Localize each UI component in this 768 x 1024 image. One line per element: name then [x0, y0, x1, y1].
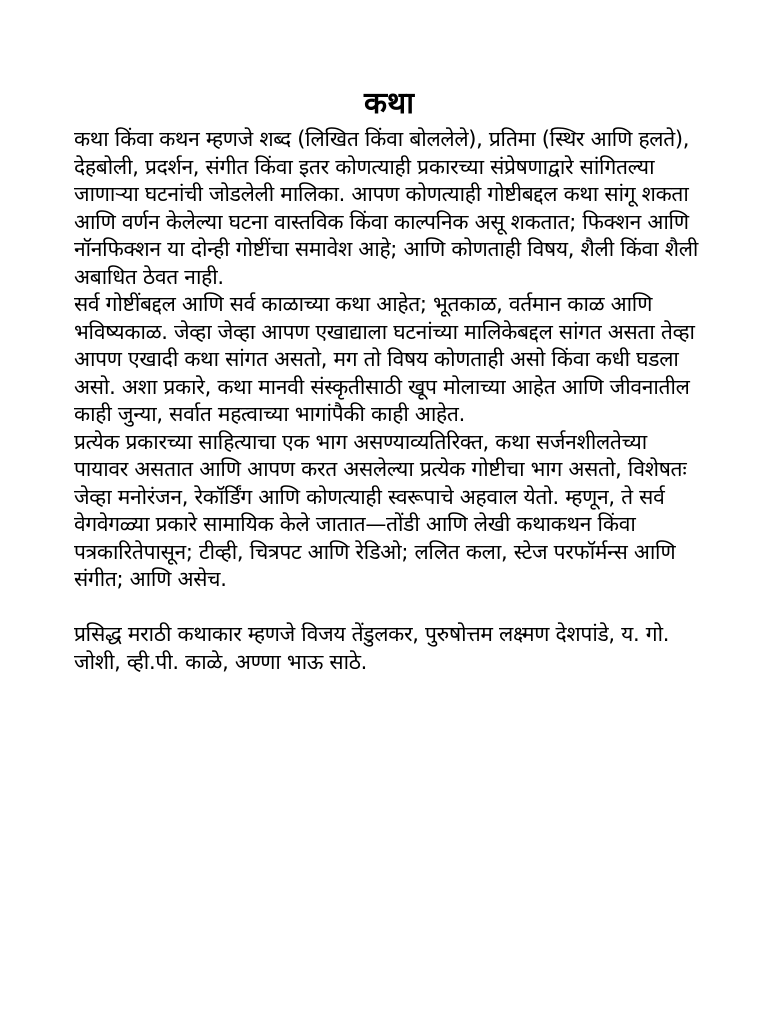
document-page: [74, 84, 704, 676]
document-title: कथा: [364, 86, 414, 121]
paragraph-all-times: सर्व गोष्टींबद्दल आणि सर्व काळाच्या कथा आहेत; भूतकाळ, वर्तमान काळ आणि भविष्यकाळ. जेव्हा जेव्हा आपण एखाद्याला घटनांच्या मालिकेबद्दल सांगत असता तेव्हा आपण एखादी कथा सांगत असतो, मग तो विषय कोणताही असो किंवा कधी घडला असो. अशा प्रकारे, कथा मानवी संस्कृतीसाठी खूप मोलाच्या आहेत आणि जीवनातील काही जुन्या, सर्वात महत्वाच्या भागांपैकी काही आहेत.: [74, 292, 695, 426]
paragraph-literature: प्रत्येक प्रकारच्या साहित्याचा एक भाग असण्याव्यतिरिक्त, कथा सर्जनशीलतेच्या पायावर असतात आणि आपण करत असलेल्या प्रत्येक गोष्टीचा भाग असतो, विशेषतः जेव्हा मनोरंजन, रेकॉर्डिंग आणि कोणत्याही स्वरूपाचे अहवाल येतो. म्हणून, ते सर्व वेगवेगळ्या प्रकारे सामायिक केले जातात—तोंडी आणि लेखी कथाकथन किंवा पत्रकारितेपासून; टीव्ही, चित्रपट आणि रेडिओ; ललित कला, स्टेज परफॉर्मन्स आणि संगीत; आणि असेच.: [74, 429, 687, 591]
paragraph-definition: कथा किंवा कथन म्हणजे शब्द (लिखित किंवा बोललेले), प्रतिमा (स्थिर आणि हलते), देहबोली, प्रदर्शन, संगीत किंवा इतर कोणत्याही प्रकारच्या संप्रेषणाद्वारे सांगितल्या जाणार्‍या घटनांची जोडलेली मालिका. आपण कोणत्याही गोष्टीबद्दल कथा सांगू शकता आणि वर्णन केलेल्या घटना वास्तविक किंवा काल्पनिक असू शकतात; फिक्शन आणि नॉनफिक्शन या दोन्ही गोष्टींचा समावेश आहे; आणि कोणताही विषय, शैली किंवा शैली अबाधित ठेवत नाही.: [74, 127, 699, 289]
paragraph-famous-authors: प्रसिद्ध मराठी कथाकार म्हणजे विजय तेंडुलकर, पुरुषोत्तम लक्ष्मण देशपांडे, य. गो. जोशी, व्ही.पी. काळे, अण्णा भाऊ साठे.: [74, 622, 670, 674]
